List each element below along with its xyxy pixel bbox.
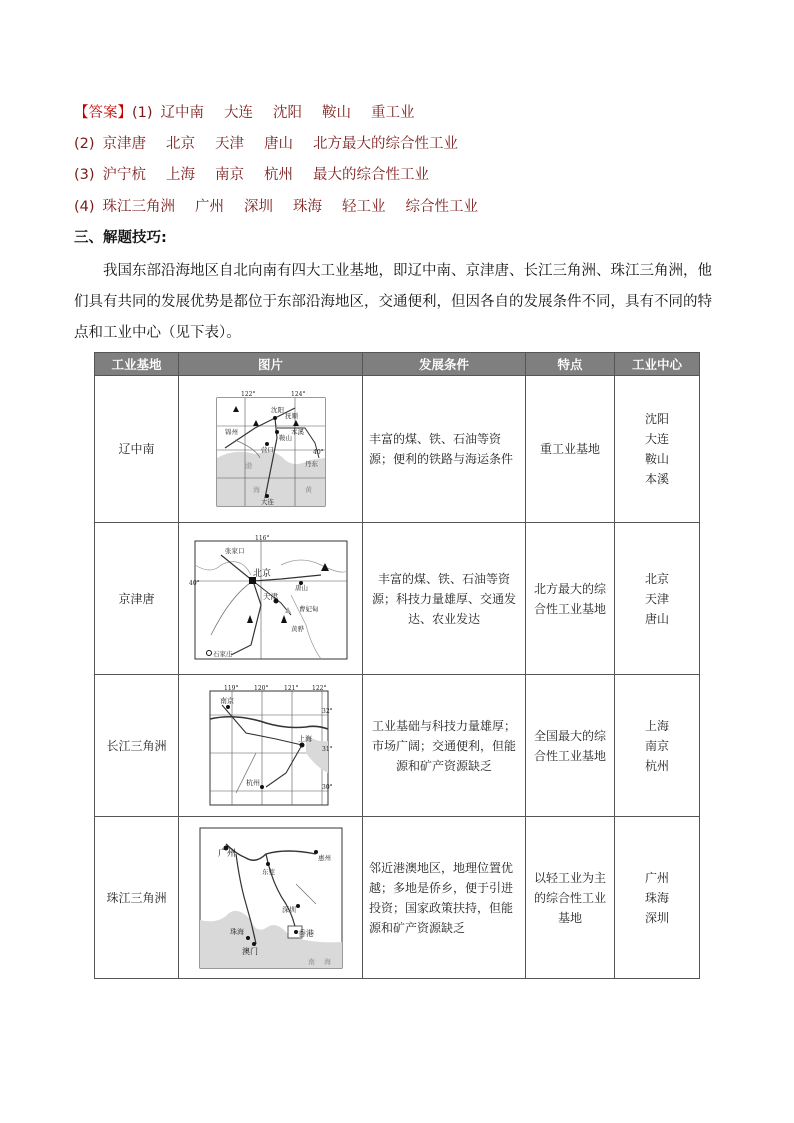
base-name: 京津唐 <box>95 523 179 675</box>
answer-line-3: (3) 沪宁杭 上海 南京 杭州 最大的综合性工业 <box>74 167 430 183</box>
svg-text:东莞: 东莞 <box>261 867 275 876</box>
centers: 沈阳 大连 鞍山 本溪 <box>615 376 700 523</box>
svg-text:丹东: 丹东 <box>304 460 318 468</box>
centers: 北京 天津 唐山 <box>615 523 700 675</box>
intro-paragraph: 我国东部沿海地区自北向南有四大工业基地，即辽中南、京津唐、长江三角洲、珠江三角洲，他们具有共同的发展优势是都位于东部沿海地区，交通便利，但因各自的发展条件不同，具有不同的特点和工业中心（见下表）。 <box>74 263 712 341</box>
map-cell <box>179 376 363 523</box>
svg-text:大连: 大连 <box>260 498 274 506</box>
feature: 北方最大的综合性工业基地 <box>526 523 615 675</box>
svg-text:黄: 黄 <box>304 486 312 494</box>
svg-text:121°: 121° <box>283 684 298 692</box>
header-feature: 特点 <box>526 353 615 376</box>
answer-line-2: (2) 京津唐 北京 天津 唐山 北方最大的综合性工业 <box>74 136 459 152</box>
svg-text:119°: 119° <box>223 684 238 692</box>
svg-text:南京: 南京 <box>219 696 234 705</box>
answer-line-1: 【答案】(1) 辽中南 大连 沈阳 鞍山 重工业 <box>74 105 415 121</box>
svg-text:海: 海 <box>323 957 331 966</box>
svg-text:珠海: 珠海 <box>229 927 244 936</box>
svg-text:31°: 31° <box>321 745 333 753</box>
svg-text:抚顺: 抚顺 <box>284 412 298 420</box>
svg-text:唐山: 唐山 <box>294 583 308 592</box>
svg-text:124°: 124° <box>290 391 305 398</box>
conditions: 邻近港澳地区，地理位置优越；多地是侨乡，便于引进投资；国家政策扶持，但能源和矿产资源缺乏 <box>363 817 526 979</box>
base-name: 长江三角洲 <box>95 675 179 817</box>
base-name: 辽中南 <box>95 376 179 523</box>
feature: 以轻工业为主的综合性工业基地 <box>526 817 615 979</box>
centers: 广州 珠海 深圳 <box>615 817 700 979</box>
industrial-bases-table <box>94 352 700 979</box>
jingjintang-map <box>188 534 351 663</box>
svg-text:锦州: 锦州 <box>224 428 238 436</box>
svg-text:鞍山: 鞍山 <box>278 434 292 442</box>
svg-text:116°: 116° <box>254 534 269 542</box>
svg-text:石家庄: 石家庄 <box>212 649 232 658</box>
svg-text:30°: 30° <box>321 783 333 791</box>
svg-text:32°: 32° <box>321 707 333 715</box>
table-header-row <box>95 353 700 376</box>
answer-tag: 【答案】 <box>74 105 132 121</box>
table-row <box>95 817 700 979</box>
svg-text:120°: 120° <box>253 684 268 692</box>
header-base: 工业基地 <box>95 353 179 376</box>
svg-text:天津: 天津 <box>262 591 278 601</box>
svg-text:40°: 40° <box>312 449 324 456</box>
svg-text:上海: 上海 <box>297 734 312 743</box>
svg-text:黄骅: 黄骅 <box>290 624 304 633</box>
svg-text:曹妃甸: 曹妃甸 <box>298 604 318 613</box>
feature: 全国最大的综合性工业基地 <box>526 675 615 817</box>
svg-text:杭州: 杭州 <box>245 778 260 787</box>
conditions: 丰富的煤、铁、石油等资源；便利的铁路与海运条件 <box>363 376 526 523</box>
map-cell <box>179 523 363 675</box>
feature: 重工业基地 <box>526 376 615 523</box>
centers: 上海 南京 杭州 <box>615 675 700 817</box>
header-centers: 工业中心 <box>615 353 700 376</box>
svg-text:海: 海 <box>252 486 260 494</box>
svg-text:澳门: 澳门 <box>241 946 258 956</box>
conditions: 丰富的煤、铁、石油等资源；科技力量雄厚、交通发达、农业发达 <box>363 523 526 675</box>
svg-text:沈阳: 沈阳 <box>270 406 284 414</box>
answer-line-4: (4) 珠江三角洲 广州 深圳 珠海 轻工业 综合性工业 <box>74 199 479 215</box>
svg-text:南: 南 <box>307 957 315 966</box>
svg-text:香港: 香港 <box>297 928 314 938</box>
changjiang-delta-map <box>206 683 336 809</box>
liaozhongnan-map <box>215 388 327 510</box>
header-conditions: 发展条件 <box>363 353 526 376</box>
svg-text:张家口: 张家口 <box>224 546 244 555</box>
svg-text:深圳: 深圳 <box>281 905 296 914</box>
table-row <box>95 376 700 523</box>
svg-text:渤: 渤 <box>244 462 252 470</box>
map-cell <box>179 817 363 979</box>
header-picture: 图片 <box>179 353 363 376</box>
svg-text:122°: 122° <box>311 684 326 692</box>
table-row <box>95 675 700 817</box>
svg-text:北京: 北京 <box>252 568 271 579</box>
map-cell <box>179 675 363 817</box>
svg-text:本溪: 本溪 <box>290 428 304 436</box>
section-title: 三、解题技巧: <box>74 230 167 246</box>
svg-text:惠州: 惠州 <box>317 853 331 862</box>
conditions: 工业基础与科技力量雄厚；市场广阔；交通便利，但能源和矿产资源缺乏 <box>363 675 526 817</box>
table-row <box>95 523 700 675</box>
svg-text:122°: 122° <box>240 391 255 398</box>
svg-text:40°: 40° <box>188 579 200 587</box>
base-name: 珠江三角洲 <box>95 817 179 979</box>
zhujiang-delta-map <box>196 824 346 972</box>
svg-text:营口: 营口 <box>260 446 274 454</box>
svg-text:广州: 广州 <box>217 848 236 859</box>
